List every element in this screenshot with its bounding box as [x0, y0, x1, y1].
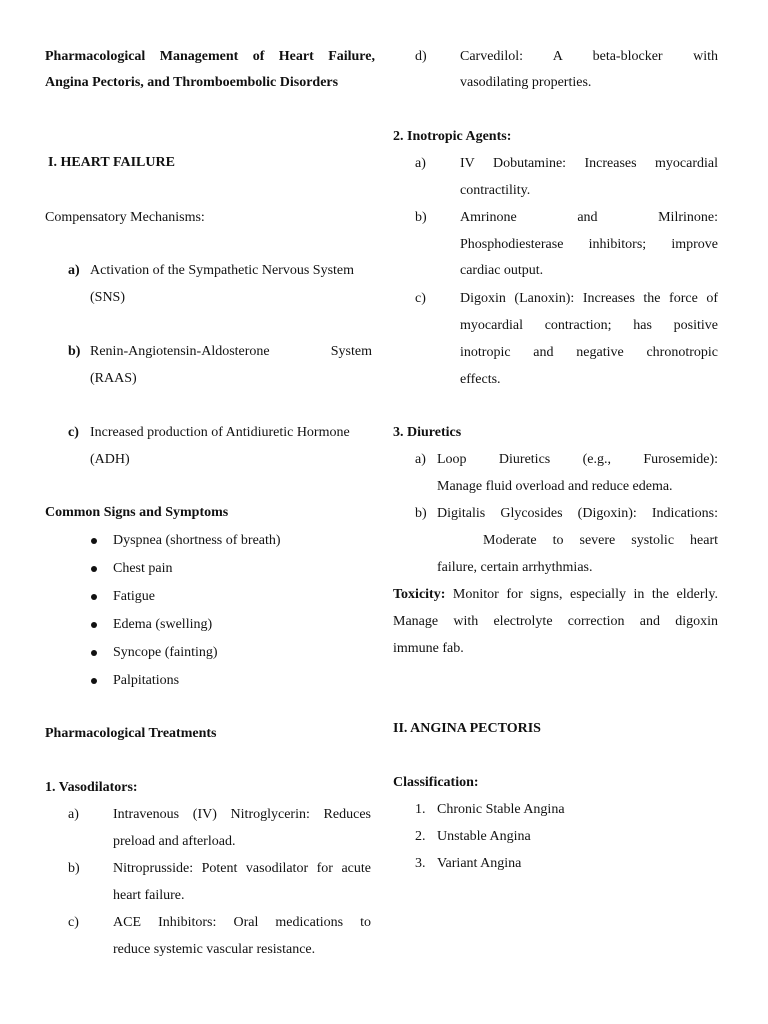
signs-symptoms-heading: Common Signs and Symptoms: [45, 505, 229, 520]
mechanism-a-line-2: (SNS): [90, 290, 126, 305]
inotropic-c-line-2: myocardial contraction; has positive: [460, 318, 718, 333]
diuretic-b-line-2: Moderate to severe systolic heart: [483, 533, 718, 548]
bullet-icon: [91, 622, 97, 628]
diuretics-heading: 3. Diuretics: [393, 425, 462, 440]
sign-item-syncope: Syncope (fainting): [113, 645, 218, 660]
section-heading-heart-failure: I. HEART FAILURE: [48, 155, 175, 170]
mechanism-c-marker: c): [68, 425, 79, 440]
vasodilator-c-marker: c): [68, 915, 79, 930]
inotropic-b-line-3: cardiac output.: [460, 263, 544, 278]
inotropic-a-marker: a): [415, 156, 426, 171]
classification-label: Classification:: [393, 775, 479, 790]
vasodilator-d-line-2: vasodilating properties.: [460, 75, 592, 90]
inotropic-c-line-4: effects.: [460, 372, 501, 387]
mechanism-b-line-1: Renin-Angiotensin-Aldosterone System: [90, 344, 372, 359]
compensatory-mechanisms-label: Compensatory Mechanisms:: [45, 210, 205, 225]
angina-type-chronic-stable: Chronic Stable Angina: [437, 802, 565, 817]
sign-item-palpitations: Palpitations: [113, 673, 180, 688]
bullet-icon: [91, 650, 97, 656]
sign-item-chest-pain: Chest pain: [113, 561, 173, 576]
vasodilator-c-line-1: ACE Inhibitors: Oral medications to: [113, 915, 371, 930]
diuretic-a-marker: a): [415, 452, 426, 467]
inotropic-b-marker: b): [415, 210, 427, 225]
vasodilators-heading: 1. Vasodilators:: [45, 780, 138, 795]
diuretic-a-line-2: Manage fluid overload and reduce edema.: [437, 479, 673, 494]
mechanism-b-marker: b): [68, 344, 81, 359]
vasodilator-d-line-1: Carvedilol: A beta-blocker with: [460, 49, 718, 64]
diuretic-b-marker: b): [415, 506, 427, 521]
mechanism-c-line-2: (ADH): [90, 452, 130, 467]
mechanism-b-line-2: (RAAS): [90, 371, 137, 386]
toxicity-line-1: [393, 581, 718, 608]
pharmacological-treatments-heading: Pharmacological Treatments: [45, 726, 217, 741]
inotropic-a-line-2: contractility.: [460, 183, 531, 198]
angina-type-2-marker: 2.: [415, 829, 426, 844]
toxicity-line-3: immune fab.: [393, 641, 464, 656]
inotropic-c-line-1: Digoxin (Lanoxin): Increases the force of: [460, 291, 718, 306]
inotropic-c-line-3: inotropic and negative chronotropic: [460, 345, 718, 360]
document-title-line-1: Pharmacological Management of Heart Failure,: [45, 49, 375, 64]
diuretic-a-line-1: Loop Diuretics (e.g., Furosemide):: [437, 452, 718, 467]
toxicity-line-2: Manage with electrolyte correction and digoxin: [393, 614, 718, 629]
inotropic-b-line-1: Amrinone and Milrinone:: [460, 210, 718, 225]
inotropic-c-marker: c): [415, 291, 426, 306]
sign-item-fatigue: Fatigue: [113, 589, 155, 604]
mechanism-a-marker: a): [68, 263, 80, 278]
vasodilator-b-marker: b): [68, 861, 80, 876]
sign-item-dyspnea: Dyspnea (shortness of breath): [113, 533, 281, 548]
angina-type-variant: Variant Angina: [437, 856, 522, 871]
diuretic-b-line-1: Digitalis Glycosides (Digoxin): Indications:: [437, 506, 718, 521]
document-title-line-2: Angina Pectoris, and Thromboembolic Disorders: [45, 75, 339, 90]
toxicity-label: Toxicity:: [393, 587, 446, 602]
vasodilator-b-line-2: heart failure.: [113, 888, 185, 903]
bullet-icon: [91, 566, 97, 572]
inotropic-b-line-2: Phosphodiesterase inhibitors; improve: [460, 237, 718, 252]
inotropic-a-line-1: IV Dobutamine: Increases myocardial: [460, 156, 718, 171]
toxicity-text-1: Monitor for signs, especially in the elderly.: [452, 587, 718, 602]
vasodilator-a-marker: a): [68, 807, 79, 822]
mechanism-c-line-1: Increased production of Antidiuretic Hormone: [90, 425, 350, 440]
bullet-icon: [91, 594, 97, 600]
diuretic-b-line-3: failure, certain arrhythmias.: [437, 560, 593, 575]
inotropic-agents-heading: 2. Inotropic Agents:: [393, 129, 512, 144]
vasodilator-a-line-2: preload and afterload.: [113, 834, 236, 849]
mechanism-a-line-1: Activation of the Sympathetic Nervous System: [90, 263, 355, 278]
vasodilator-a-line-1: Intravenous (IV) Nitroglycerin: Reduces: [113, 807, 371, 822]
vasodilator-c-line-2: reduce systemic vascular resistance.: [113, 942, 316, 957]
bullet-icon: [91, 538, 97, 544]
section-heading-angina-pectoris: II. ANGINA PECTORIS: [393, 721, 541, 736]
vasodilator-d-marker: d): [415, 49, 427, 64]
sign-item-edema: Edema (swelling): [113, 617, 213, 632]
angina-type-3-marker: 3.: [415, 856, 426, 871]
bullet-icon: [91, 678, 97, 684]
angina-type-1-marker: 1.: [415, 802, 426, 817]
vasodilator-b-line-1: Nitroprusside: Potent vasodilator for acute: [113, 861, 371, 876]
angina-type-unstable: Unstable Angina: [437, 829, 531, 844]
